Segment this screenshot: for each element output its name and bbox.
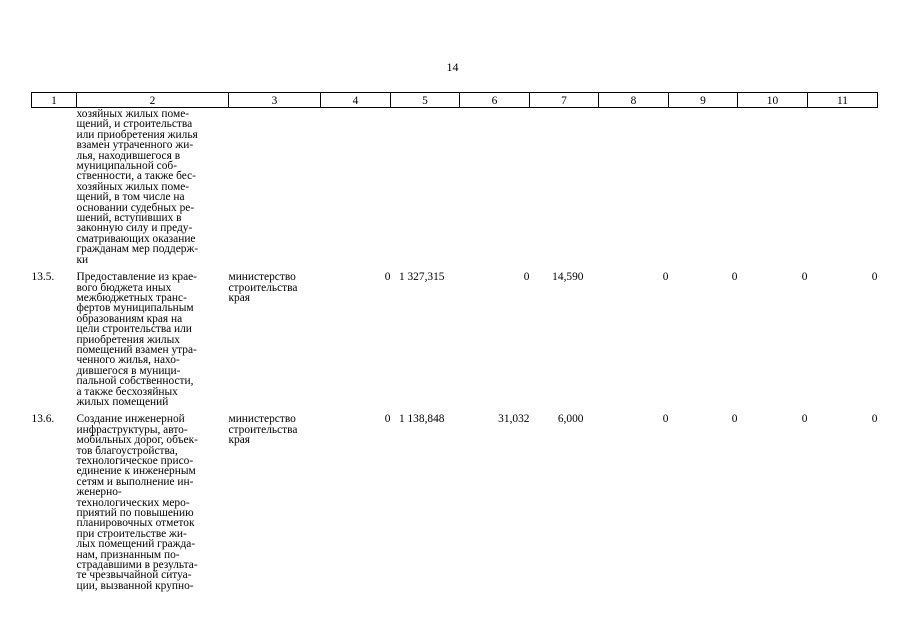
- column-number-header-row: [32, 93, 878, 108]
- value-col-6: 31,032: [498, 413, 530, 426]
- item-number: 13.5.: [31, 271, 55, 284]
- column-header-8: 8: [599, 93, 669, 108]
- value-col-7: 14,590: [552, 271, 584, 284]
- page-number: 14: [446, 60, 459, 74]
- value-col-4: 0: [384, 271, 391, 284]
- value-col-9: 0: [731, 271, 738, 284]
- value-col-5: 1 327,315: [398, 271, 445, 284]
- value-col-11: 0: [871, 271, 878, 284]
- value-col-10: 0: [801, 413, 808, 426]
- budget-table: [31, 92, 878, 591]
- value-col-8: 0: [662, 271, 669, 284]
- column-header-4: 4: [321, 93, 391, 108]
- value-col-6: 0: [523, 271, 530, 284]
- measure-name: Предоставление из крае- вого бюджета иных межбюджетных транс- фертов муниципальным образованиям края на цели строительства или приобретения жилых помещений взамен утра- ченного жилья, нахо- дившегося в муници- пальной собственности, а также бесхозяйных жилых помещений: [76, 271, 197, 408]
- value-col-5: 1 138,848: [398, 413, 445, 426]
- value-col-4: 0: [384, 413, 391, 426]
- executor-name: министерство строительства края: [228, 271, 298, 304]
- measure-name: Создание инженерной инфраструктуры, авто- мобильных дорог, объек- тов благоустройства, технологическое присо- единение к инженерным сетям и выполнение ин- женерно- технологических меро- приятий по повышению планировочных отметок при строительстве жи- лых помещений гражда- нам, признанным по- страдавшими в результа- те чрезвычайной ситуа- ции, вызванной крупно-: [76, 413, 198, 592]
- column-header-1: 1: [32, 93, 77, 108]
- table-row-continuation: [32, 108, 878, 266]
- value-col-7: 6,000: [557, 413, 584, 426]
- executor-name: министерство строительства края: [228, 413, 298, 447]
- column-header-2: 2: [77, 93, 229, 108]
- column-header-6: 6: [460, 93, 530, 108]
- value-col-10: 0: [801, 271, 808, 284]
- measure-name-continued: хозяйных жилых поме- щений, и строительства или приобретения жилья взамен утраченного жи- лья, находившегося в муниципальной соб- ственности, а также бес- хозяйных жилых поме- щений, в том числе на основании судебных ре- шений, вступивших в законную силу и преду- сматривающих оказание гражданам мер поддерж- ки: [76, 108, 199, 266]
- column-header-3: 3: [229, 93, 321, 108]
- value-col-9: 0: [731, 413, 738, 426]
- column-header-10: 10: [738, 93, 808, 108]
- table-row: [32, 407, 878, 591]
- value-col-11: 0: [871, 413, 878, 426]
- column-header-9: 9: [669, 93, 738, 108]
- column-header-5: 5: [391, 93, 460, 108]
- column-header-7: 7: [530, 93, 599, 108]
- value-col-8: 0: [662, 413, 669, 426]
- item-number: 13.6.: [31, 413, 55, 426]
- column-header-11: 11: [808, 93, 878, 108]
- table-row: [32, 265, 878, 407]
